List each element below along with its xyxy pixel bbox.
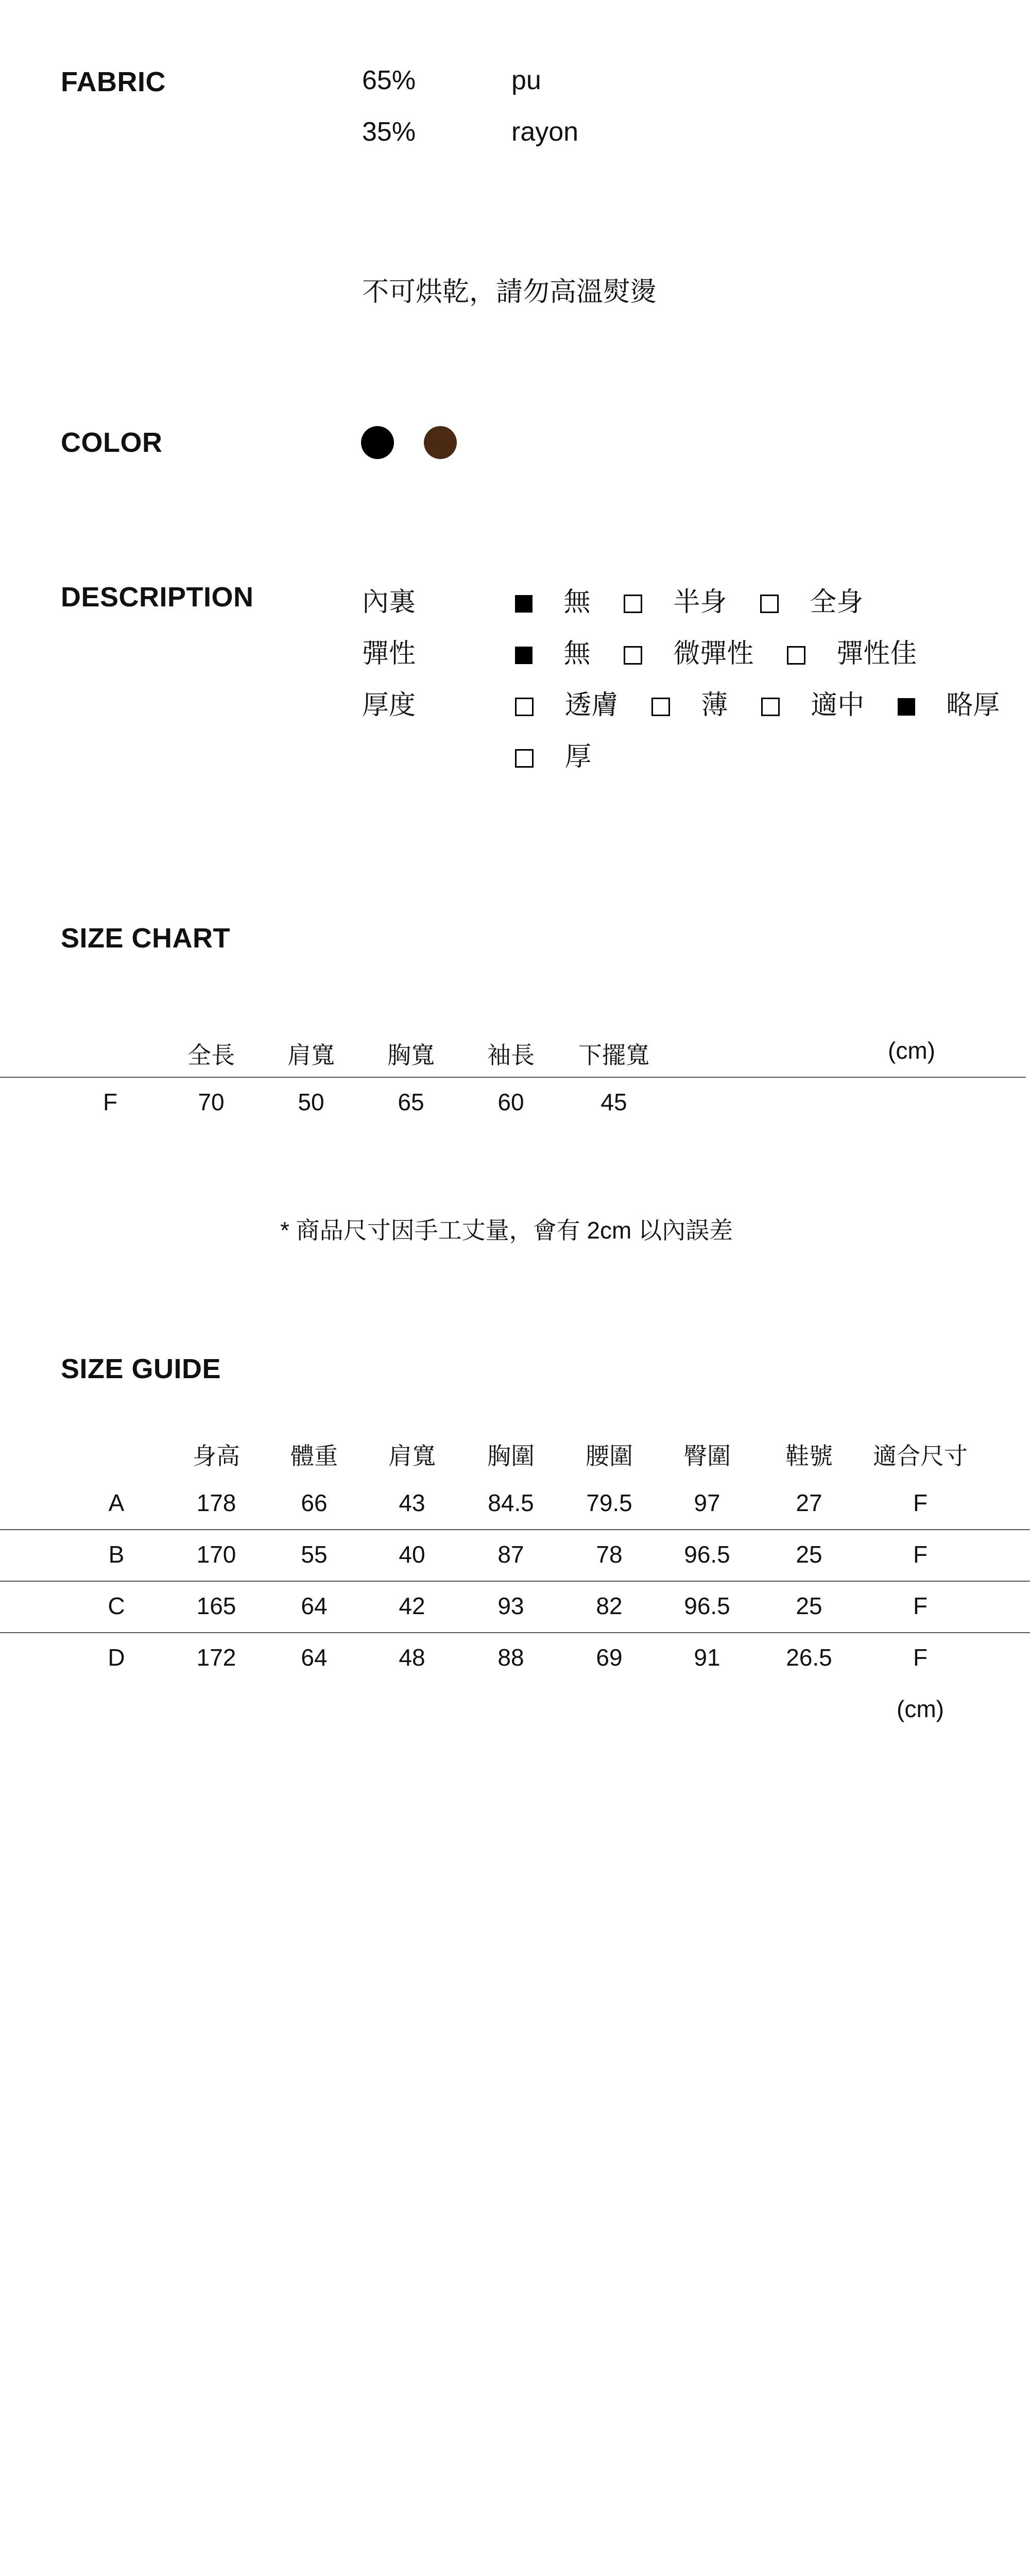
size-guide-unit: (cm) <box>897 1696 944 1722</box>
option-label: 適中 <box>811 690 865 720</box>
size-guide-value: 96.5 <box>684 1592 730 1619</box>
size-guide-heading: SIZE GUIDE <box>61 1353 221 1384</box>
size-chart-header: 全長 <box>187 1042 235 1069</box>
size-guide-value: 87 <box>497 1541 524 1568</box>
care-instructions: 不可烘乾，請勿高溫熨燙 <box>362 277 657 307</box>
thickness-options-wrap <box>515 735 591 773</box>
size-guide-value: 178 <box>196 1489 236 1516</box>
unchecked-box-icon <box>787 646 805 665</box>
size-chart-value: 70 <box>198 1089 225 1115</box>
size-guide-divider <box>0 1632 1030 1633</box>
size-guide-value: F <box>913 1489 928 1516</box>
size-guide-value: 55 <box>301 1541 328 1568</box>
size-guide-header: 體重 <box>290 1443 338 1469</box>
option-label: 半身 <box>673 587 727 617</box>
size-chart-unit: (cm) <box>888 1037 935 1064</box>
size-guide-value: 79.5 <box>586 1489 632 1516</box>
size-chart-value: 60 <box>497 1089 524 1115</box>
size-guide-value: 91 <box>694 1644 720 1671</box>
thickness-label: 厚度 <box>362 690 416 720</box>
fabric-pct-1: 65% <box>362 65 416 95</box>
description-heading: DESCRIPTION <box>61 582 254 613</box>
checked-box-icon <box>515 595 533 613</box>
size-guide-value: 93 <box>497 1592 524 1619</box>
unchecked-box-icon <box>515 698 534 716</box>
size-guide-value: 48 <box>399 1644 425 1671</box>
size-guide-header: 適合尺寸 <box>873 1443 968 1469</box>
size-guide-row-label: A <box>108 1489 125 1516</box>
size-guide-value: 66 <box>301 1489 328 1516</box>
size-chart-heading: SIZE CHART <box>61 923 230 954</box>
size-guide-value: 43 <box>399 1489 425 1516</box>
size-guide-value: 25 <box>796 1541 822 1568</box>
option-label: 薄 <box>701 690 728 720</box>
size-chart-note: * 商品尺寸因手工丈量，會有 2cm 以內誤差 <box>280 1217 733 1244</box>
fabric-material-2: rayon <box>511 117 579 147</box>
elasticity-label: 彈性 <box>362 639 416 669</box>
size-guide-value: 64 <box>301 1644 328 1671</box>
size-chart-header: 袖長 <box>487 1042 535 1069</box>
fabric-material-1: pu <box>511 65 541 95</box>
checked-box-icon <box>898 698 915 716</box>
elasticity-options <box>515 632 917 670</box>
size-guide-header: 身高 <box>193 1443 240 1469</box>
unchecked-box-icon <box>624 646 642 665</box>
checked-box-icon <box>515 647 533 664</box>
size-guide-value: 165 <box>196 1592 236 1619</box>
size-guide-value: F <box>913 1644 928 1671</box>
option-label: 透膚 <box>564 690 619 720</box>
size-guide-value: F <box>913 1541 928 1568</box>
color-heading: COLOR <box>61 427 163 458</box>
black-swatch <box>361 426 394 459</box>
size-guide-divider <box>0 1529 1030 1530</box>
size-guide-value: F <box>913 1592 928 1619</box>
brown-swatch <box>424 426 457 459</box>
lining-label: 內裏 <box>362 587 416 617</box>
size-guide-row-label: B <box>108 1541 125 1568</box>
option-label: 厚 <box>564 742 592 772</box>
size-guide-row-label: C <box>108 1592 125 1619</box>
option-label: 略厚 <box>946 690 1000 720</box>
unchecked-box-icon <box>624 595 642 613</box>
size-guide-row-label: D <box>108 1644 125 1671</box>
size-chart-value: 50 <box>298 1089 324 1115</box>
size-chart-value: 65 <box>398 1089 424 1115</box>
option-label: 微彈性 <box>673 639 754 669</box>
size-guide-header: 胸圍 <box>487 1443 535 1469</box>
size-guide-value: 69 <box>596 1644 623 1671</box>
size-guide-value: 42 <box>399 1592 425 1619</box>
option-label: 全身 <box>810 587 864 617</box>
size-guide-value: 27 <box>796 1489 822 1516</box>
size-guide-value: 96.5 <box>684 1541 730 1568</box>
option-label: 彈性佳 <box>836 639 917 669</box>
size-guide-value: 26.5 <box>786 1644 832 1671</box>
size-guide-header: 腰圍 <box>586 1443 633 1469</box>
size-chart-divider <box>0 1077 1026 1078</box>
size-guide-value: 82 <box>596 1592 623 1619</box>
size-guide-header: 臀圍 <box>683 1443 731 1469</box>
size-chart-header: 肩寬 <box>287 1042 335 1069</box>
unchecked-box-icon <box>515 749 534 768</box>
size-chart-header: 下擺寬 <box>578 1042 649 1069</box>
thickness-options <box>515 683 1000 722</box>
option-label: 無 <box>563 587 591 617</box>
size-chart-value: 45 <box>600 1089 627 1115</box>
fabric-heading: FABRIC <box>61 66 166 97</box>
size-guide-value: 84.5 <box>488 1489 534 1516</box>
size-guide-value: 170 <box>196 1541 236 1568</box>
size-guide-value: 40 <box>399 1541 425 1568</box>
size-guide-value: 78 <box>596 1541 623 1568</box>
fabric-pct-2: 35% <box>362 117 416 147</box>
size-guide-header: 肩寬 <box>388 1443 436 1469</box>
size-chart-header: 胸寬 <box>387 1042 435 1069</box>
unchecked-box-icon <box>761 698 780 716</box>
size-guide-value: 25 <box>796 1592 822 1619</box>
size-guide-value: 172 <box>196 1644 236 1671</box>
lining-options <box>515 580 863 619</box>
size-chart-size-label: F <box>102 1089 118 1115</box>
size-guide-divider <box>0 1581 1030 1582</box>
unchecked-box-icon <box>760 595 779 613</box>
unchecked-box-icon <box>651 698 670 716</box>
size-guide-value: 64 <box>301 1592 328 1619</box>
option-label: 無 <box>563 639 591 669</box>
size-guide-value: 88 <box>497 1644 524 1671</box>
size-guide-header: 鞋號 <box>785 1443 833 1469</box>
size-guide-value: 97 <box>694 1489 720 1516</box>
